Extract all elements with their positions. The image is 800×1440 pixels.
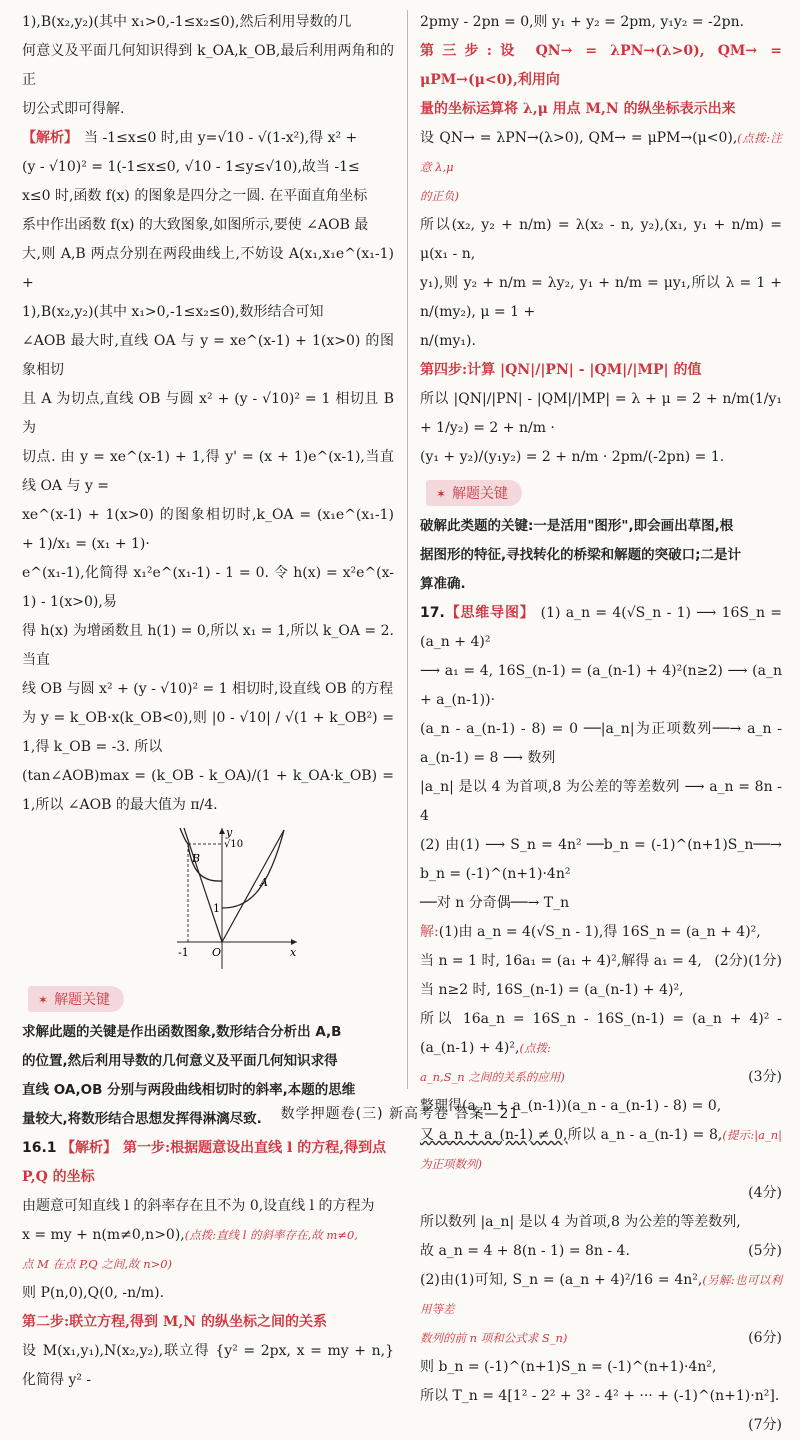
- page-footer: 数学押题卷(三) 新高考卷 答案—21: [280, 1106, 520, 1122]
- mindmap-line: ──对 n 分奇偶──→ T_n: [420, 895, 570, 911]
- q16-step3: 第三步:设 QN→ = λPN→(λ>0), QM→ = μPM→(μ<0),利用向: [420, 43, 782, 88]
- key-text: 算准确.: [420, 576, 466, 592]
- text-line: e^(x₁-1),化简得 x₁²e^(x₁-1) - 1 = 0. 令 h(x) = x²e^(x-1) - 1(x>0),易: [22, 565, 394, 610]
- solution-line: 当 n≥2 时, 16S_(n-1) = (a_(n-1) + 4)²,: [420, 982, 684, 998]
- solution-line: 解:(1)由 a_n = 4(√S_n - 1),得 16S_n = (a_n + 4)², (1分): [420, 924, 782, 969]
- solution-line: (4分): [748, 1185, 782, 1201]
- solution-line: 所以 16a_n = 16S_n - 16S_(n-1) = (a_n + 4)² - (a_(n-1) + 4)²,(点拨:: [420, 1011, 782, 1056]
- key-box-right: ✶ 解题关键: [426, 480, 522, 506]
- label-origin: O: [212, 946, 222, 959]
- text-line: n/(my₁).: [420, 333, 476, 349]
- label-minus1: -1: [178, 946, 189, 959]
- solution-line: 所以 T_n = 4[1² - 2² + 3² - 4² + ··· + (-1)^(n+1)·n²]. (7分): [420, 1388, 782, 1433]
- note-line: 点 M 在点 P,Q 之间,故 n>0): [22, 1257, 173, 1271]
- function-graph: [172, 824, 302, 974]
- label-sqrt10: √10: [224, 839, 244, 850]
- text-line: 由题意可知直线 l 的斜率存在且不为 0,设直线 l 的方程为: [22, 1198, 375, 1214]
- solution-line: (2)由(1)可知, S_n = (a_n + 4)²/16 = 4n²,(另解:也可以利用等差: [420, 1272, 782, 1316]
- text-line: 所以 |QN|/|PN| - |QM|/|MP| = λ + μ = 2 + n/m(1/y₁ + 1/y₂) = 2 + n/m ·: [420, 391, 782, 436]
- mindmap-line: ⟶ a₁ = 4, 16S_(n-1) = (a_(n-1) + 4)²(n≥2) ⟶ (a_n + a_(n-1))·: [420, 663, 782, 708]
- key-text: 量较大,将数形结合思想发挥得淋漓尽致.: [22, 1111, 262, 1127]
- q16-step3-cont: 量的坐标运算将 λ,μ 用点 M,N 的纵坐标表示出来: [420, 101, 736, 117]
- text-line: 大,则 A,B 两点分别在两段曲线上,不妨设 A(x₁,x₁e^(x₁-1) +: [22, 246, 394, 291]
- text-line: 得 h(x) 为增函数且 h(1) = 0,所以 x₁ = 1,所以 k_OA = 2. 当直: [22, 623, 394, 668]
- solution-line: a_n,S_n 之间的关系的应用) (3分): [420, 1069, 782, 1085]
- text-line: 为 y = k_OB·x(k_OB<0),则 |0 - √10| / √(1 + k_OB²) = 1,得 k_OB = -3. 所以: [22, 710, 394, 755]
- analysis-paragraph: 【解析】 当 -1≤x≤0 时,由 y=√10 - √(1-x²),得 x² +: [22, 130, 358, 146]
- text-line: 且 A 为切点,直线 OB 与圆 x² + (y - √10)² = 1 相切且 B 为: [22, 391, 394, 436]
- column-divider: [407, 10, 408, 1089]
- text-line: 系中作出函数 f(x) 的大致图象,如图所示,要使 ∠AOB 最: [22, 217, 369, 233]
- key-text: 求解此题的关键是作出函数图象,数形结合分析出 A,B: [22, 1024, 342, 1040]
- text-line: (y - √10)² = 1(-1≤x≤0, √10 - 1≤y≤√10),故当 -1≤: [22, 159, 360, 175]
- text-line: x≤0 时,函数 f(x) 的图象是四分之一圆. 在平面直角坐标: [22, 188, 368, 204]
- q16-step2: 第二步:联立方程,得到 M,N 的纵坐标之间的关系: [22, 1314, 327, 1330]
- text-line: 所以(x₂, y₂ + n/m) = λ(x₂ - n, y₂),(x₁, y₁ + n/m) = μ(x₁ - n,: [420, 217, 782, 262]
- left-column: [22, 8, 394, 1388]
- mindmap-line: |a_n| 是以 4 为首项,8 为公差的等差数列 ⟶ a_n = 8n - 4: [420, 779, 782, 824]
- label-one: 1: [213, 902, 220, 915]
- text-line: 线 OB 与圆 x² + (y - √10)² = 1 相切时,设直线 OB 的方程: [22, 681, 394, 697]
- text-line: 何意义及平面几何知识得到 k_OA,k_OB,最后利用两角和的正: [22, 43, 394, 88]
- key-box-left: ✶ 解题关键: [28, 986, 124, 1012]
- text-line: 1),B(x₂,y₂)(其中 x₁>0,-1≤x₂≤0),然后利用导数的几: [22, 14, 352, 30]
- text-line: y₁),则 y₂ + n/m = λy₂, y₁ + n/m = μy₁,所以 λ = 1 + n/(my₂), μ = 1 +: [420, 275, 782, 320]
- text-line: xe^(x-1) + 1(x>0) 的图象相切时,k_OA = (x₁e^(x₁-1) + 1)/x₁ = (x₁ + 1)·: [22, 507, 394, 552]
- text-line: ∠AOB 最大时,直线 OA 与 y = xe^(x-1) + 1(x>0) 的图象相切: [22, 333, 394, 378]
- x-axis-arrow: [291, 939, 297, 945]
- q16-step1-cont: P,Q 的坐标: [22, 1169, 95, 1185]
- mindmap-line: (2) 由(1) ⟶ S_n = 4n² ──b_n = (-1)^(n+1)S_n──→ b_n = (-1)^(n+1)·4n²: [420, 837, 782, 882]
- text-line: (y₁ + y₂)/(y₁y₂) = 2 + n/m · 2pm/(-2pn) = 1.: [420, 449, 725, 465]
- text-line: 2pmy - 2pn = 0,则 y₁ + y₂ = 2pm, y₁y₂ = -2pn.: [420, 14, 745, 30]
- analysis-tag: 【解析】: [22, 130, 78, 146]
- text-line: 切公式即可得解.: [22, 101, 125, 117]
- label-y: y: [226, 826, 233, 839]
- text-line: x = my + n(m≠0,n>0),(点拨:直线 l 的斜率存在,故 m≠0,: [22, 1227, 358, 1243]
- label-b: B: [192, 852, 201, 865]
- solution-line: 故 a_n = 4 + 8(n - 1) = 8n - 4. (5分): [420, 1243, 782, 1259]
- q17-heading: 17.【思维导图】 (1) a_n = 4(√S_n - 1) ⟶ 16S_n = (a_n + 4)²: [420, 605, 783, 650]
- q16-heading: 16.1 【解析】 第一步:根据题意设出直线 l 的方程,得到点: [22, 1140, 387, 1156]
- solution-line: 当 n = 1 时, 16a₁ = (a₁ + 4)²,解得 a₁ = 4, (2分): [420, 953, 749, 969]
- solution-line: 所以数列 |a_n| 是以 4 为首项,8 为公差的等差数列,: [420, 1214, 741, 1230]
- text-line: 设 M(x₁,y₁),N(x₂,y₂),联立得 {y² = 2px, x = my + n,} 化简得 y² -: [22, 1343, 394, 1388]
- mindmap-line: (a_n - a_(n-1) - 8) = 0 ──|a_n|为正项数列──→ a_n - a_(n-1) = 8 ⟶ 数列: [420, 721, 782, 766]
- solution-line: 则 b_n = (-1)^(n+1)S_n = (-1)^(n+1)·4n²,: [420, 1359, 717, 1375]
- label-a: A: [260, 876, 268, 889]
- note-line: 的正负): [420, 189, 459, 203]
- tangent-line-ob: [184, 828, 222, 942]
- text-line: 切点. 由 y = xe^(x-1) + 1,得 y' = (x + 1)e^(x-1),当直线 OA 与 y =: [22, 449, 394, 494]
- key-text: 直线 OA,OB 分别与两段曲线相切时的斜率,本题的思维: [22, 1082, 356, 1098]
- magic-wand-icon: ✶: [436, 487, 447, 501]
- right-column: [420, 8, 783, 1433]
- solution-line: 又 a_n + a_(n-1) ≠ 0,所以 a_n - a_(n-1) = 8,(提示:|a_n| 为正项数列): [420, 1127, 783, 1171]
- magic-wand-icon: ✶: [38, 993, 49, 1007]
- solution-line: 数列的前 n 项和公式求 S_n) (6分): [420, 1330, 782, 1346]
- key-text: 据图形的特征,寻找转化的桥梁和解题的突破口;二是计: [420, 547, 742, 563]
- text-line: 设 QN→ = λPN→(λ>0), QM→ = μPM→(μ<0),(点拨:注意 λ,μ: [420, 130, 782, 174]
- key-text: 破解此类题的关键:一是活用"图形",即会画出草图,根: [420, 518, 734, 534]
- y-axis-arrow: [219, 828, 225, 834]
- label-x: x: [290, 946, 297, 959]
- solution-line: 整理得(a_n + a_(n-1))(a_n - a_(n-1) - 8) = 0,: [420, 1098, 722, 1114]
- q16-step4: 第四步:计算 |QN|/|PN| - |QM|/|MP| 的值: [420, 362, 702, 378]
- text-line: 则 P(n,0),Q(0, -n/m).: [22, 1285, 165, 1301]
- text-line: (tan∠AOB)max = (k_OB - k_OA)/(1 + k_OA·k_OB) = 1,所以 ∠AOB 的最大值为 π/4.: [22, 768, 394, 813]
- key-text: 的位置,然后利用导数的几何意义及平面几何知识求得: [22, 1053, 338, 1069]
- text-line: 1),B(x₂,y₂)(其中 x₁>0,-1≤x₂≤0),数形结合可知: [22, 304, 324, 320]
